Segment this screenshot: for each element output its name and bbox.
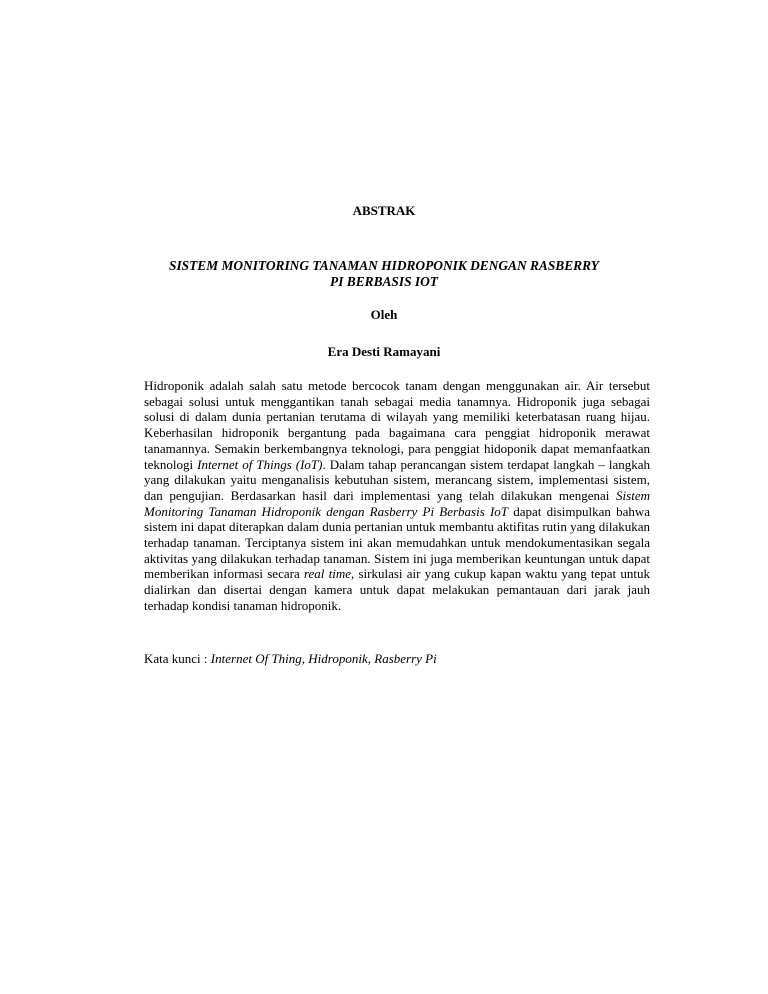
document-title [0,258,768,290]
abstract-text-1: Hidroponik adalah salah satu metode bercocok tanam dengan menggunakan air. Air tersebut sebagai solusi untuk menggantikan tanah sebagai media tanamnya. Hidroponik juga sebagai solusi di dalam dunia pertanian terutama di wilayah yang memiliki keterbatasan ruang hijau. Keberhasilan hidroponik bergantung pada bagaimana cara penggiat hidroponik merawat tanamannya. Semakin berkembangnya teknologi, para penggiat hidoponik dapat memanfaatkan teknologi [144,378,650,472]
title-line-1: SISTEM MONITORING TANAMAN HIDROPONIK DENGAN RASBERRY [169,258,599,273]
abstract-italic-iot: Internet of Things (IoT) [197,456,323,472]
abstract-text-4: sirkulasi air yang cukup kapan waktu yang tepat untuk dialirkan dan disertai dengan kamera untuk dapat melakukan pemantauan dari jarak jauh terhadap kondisi tanaman hidroponik. [144,566,650,613]
abstract-text-2: . Dalam tahap perancangan sistem terdapat langkah – langkah yang dilakukan yaitu menganalisis kebutuhan sistem, merancang sistem, implementasi sistem, dan pengujian. Berdasarkan hasil dari implementasi yang telah dilakukan mengenai [144,456,651,503]
keywords-line [144,651,437,667]
title-line-2: PI BERBASIS IOT [330,274,438,289]
section-heading: ABSTRAK [352,203,416,218]
abstract-text-3: dapat disimpulkan bahwa sistem ini dapat diterapkan dalam dunia pertanian untuk membantu aktifitas rutin yang dilakukan terhadap tanaman. Terciptanya sistem ini akan memudahkan untuk mendokumentasikan segala aktivitas yang dilakukan terhadap tanaman. Sistem ini juga memberikan keuntungan untuk dapat memberikan informasi secara [144,503,650,582]
abstract-italic-title: Sistem Monitoring Tanaman Hidroponik dengan Rasberry Pi Berbasis IoT [144,487,650,519]
by-label: Oleh [370,307,398,322]
keywords-values: Internet Of Thing, Hidroponik, Rasberry Pi [210,651,437,666]
keywords-label: Kata kunci : [144,651,211,666]
author-name: Era Desti Ramayani [327,344,441,359]
abstract-italic-realtime: real time, [303,566,355,582]
abstract-paragraph [144,378,650,614]
